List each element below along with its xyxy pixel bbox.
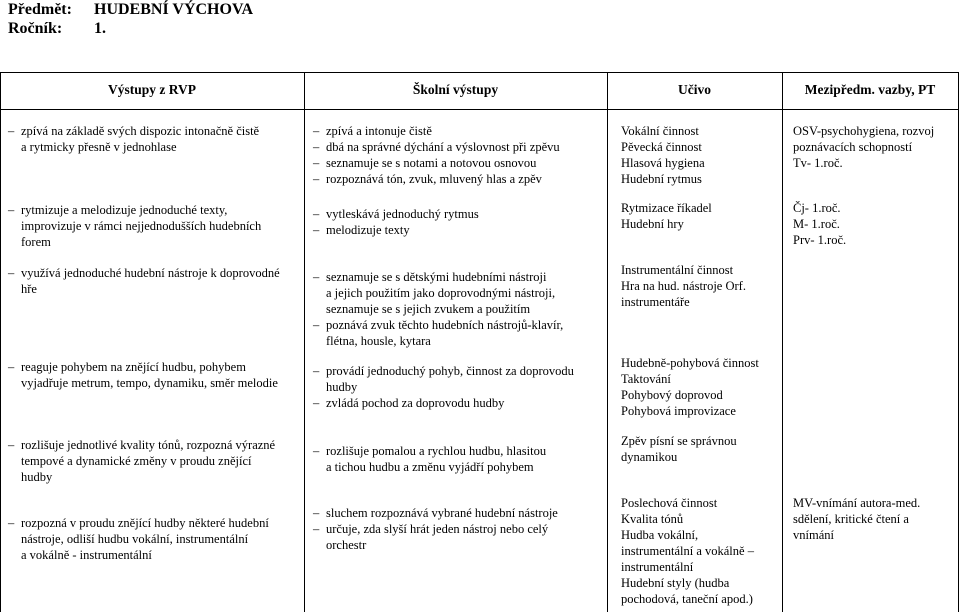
list-item: – rytmizuje a melodizuje jednoduché texty, — [8, 203, 228, 217]
list-item: – melodizuje texty — [313, 223, 410, 237]
content-line: Pohybový doprovod — [621, 388, 723, 402]
list-item: – vytleskává jednoduchý rytmus — [313, 207, 479, 221]
list-item-continuation: a jejich použitím jako doprovodnými nástroji, — [326, 286, 556, 300]
content-line: Hra na hud. nástroje Orf. — [621, 279, 746, 293]
row3-rvp — [8, 265, 302, 297]
list-item: – sluchem rozpoznává vybrané hudební nástroje — [313, 506, 558, 520]
content-line: Vokální činnost — [621, 124, 699, 138]
list-item-continuation: a tichou hudbu a změnu vyjádří pohybem — [326, 460, 534, 474]
subject-line — [8, 0, 253, 19]
curriculum-table — [0, 72, 959, 612]
list-item: – zvládá pochod za doprovodu hudby — [313, 396, 505, 410]
link-line: Čj- 1.roč. — [793, 201, 841, 215]
list-item-continuation: a rytmicky přesně v jednohlase — [21, 140, 177, 154]
table-border-right — [958, 73, 959, 612]
row1-content — [621, 123, 779, 187]
row2-content — [621, 200, 779, 232]
column-header-rvp: Výstupy z RVP — [107, 82, 197, 97]
content-line: Hlasová hygiena — [621, 156, 705, 170]
row1-links — [793, 123, 957, 171]
list-item: – reaguje pohybem na znějící hudbu, pohybem — [8, 360, 246, 374]
list-item-continuation: forem — [21, 235, 51, 249]
table-border-left — [0, 73, 1, 612]
content-line: Hudba vokální, — [621, 528, 699, 542]
list-item-continuation: orchestr — [326, 538, 367, 552]
row1-rvp — [8, 123, 302, 155]
list-item: – rozpozná v proudu znějící hudby některé hudební — [8, 516, 269, 530]
document-header — [8, 0, 253, 38]
list-item: – rozlišuje pomalou a rychlou hudbu, hlasitou — [313, 444, 547, 458]
column-header-links: Mezipředm. vazby, PT — [804, 82, 936, 97]
content-line: Kvalita tónů — [621, 512, 684, 526]
link-line: sdělení, kritické čtení a — [793, 512, 909, 526]
row5-school — [313, 443, 605, 475]
list-item-continuation: hudby — [21, 470, 53, 484]
list-item-continuation: hudby — [326, 380, 358, 394]
content-line: Poslechová činnost — [621, 496, 718, 510]
row4-school — [313, 363, 605, 411]
column-divider — [607, 73, 608, 612]
content-line: Pěvecká činnost — [621, 140, 702, 154]
row1-school — [313, 123, 605, 187]
row2-school — [313, 206, 605, 238]
list-item: – rozlišuje jednotlivé kvality tónů, rozpozná výrazné — [8, 438, 276, 452]
list-item-continuation: seznamuje se s jejich zvukem a použitím — [326, 302, 531, 316]
list-item: – rozpoznává tón, zvuk, mluvený hlas a zpěv — [313, 172, 542, 186]
link-line: OSV-psychohygiena, rozvoj — [793, 124, 935, 138]
grade-line — [8, 19, 253, 38]
column-divider — [782, 73, 783, 612]
content-line: Zpěv písní se správnou — [621, 434, 737, 448]
subject-label: Předmět: — [8, 1, 72, 18]
list-item-continuation: flétna, housle, kytara — [326, 334, 431, 348]
content-line: Rytmizace říkadel — [621, 201, 712, 215]
row6-links — [793, 495, 957, 543]
content-line: Hudební hry — [621, 217, 684, 231]
row6-rvp — [8, 515, 302, 563]
content-line: pochodová, taneční apod.) — [621, 592, 753, 606]
list-item-continuation: hře — [21, 282, 37, 296]
row4-content — [621, 355, 779, 419]
content-line: instrumentální a vokálně – — [621, 544, 754, 558]
column-header-content: Učivo — [678, 82, 711, 97]
column-divider — [304, 73, 305, 612]
subject-value: HUDEBNÍ VÝCHOVA — [94, 1, 253, 18]
row6-school — [313, 505, 605, 553]
list-item: – seznamuje se s notami a notovou osnovou — [313, 156, 537, 170]
list-item: – seznamuje se s dětskými hudebními nástroji — [313, 270, 547, 284]
list-item-continuation: tempové a dynamické změny v proudu znějící — [21, 454, 252, 468]
content-line: Pohybová improvizace — [621, 404, 736, 418]
content-line: Hudební rytmus — [621, 172, 702, 186]
list-item: – poznává zvuk těchto hudebních nástrojů-klavír, — [313, 318, 564, 332]
grade-value: 1. — [94, 20, 106, 37]
link-line: vnímání — [793, 528, 834, 542]
content-line: instrumentální — [621, 560, 694, 574]
link-line: poznávacích schopností — [793, 140, 913, 154]
content-line: dynamikou — [621, 450, 678, 464]
list-item-continuation: improvizuje v rámci nejjednodušších hudebních — [21, 219, 262, 233]
list-item-continuation: a vokálně - instrumentální — [21, 548, 152, 562]
content-line: Hudebně-pohybová činnost — [621, 356, 759, 370]
content-line: Instrumentální činnost — [621, 263, 734, 277]
content-line: instrumentáře — [621, 295, 690, 309]
column-header-school: Školní výstupy — [412, 82, 499, 97]
list-item: – zpívá a intonuje čistě — [313, 124, 432, 138]
list-item: – určuje, zda slyší hrát jeden nástroj nebo celý — [313, 522, 549, 536]
row5-rvp — [8, 437, 302, 485]
grade-label: Ročník: — [8, 20, 63, 37]
list-item: – zpívá na základě svých dispozic intonačně čistě — [8, 124, 260, 138]
list-item: – provádí jednoduchý pohyb, činnost za doprovodu — [313, 364, 574, 378]
content-line: Hudební styly (hudba — [621, 576, 730, 590]
row5-content — [621, 433, 779, 465]
row4-rvp — [8, 359, 302, 391]
content-line: Taktování — [621, 372, 671, 386]
link-line: MV-vnímání autora-med. — [793, 496, 921, 510]
list-item: – dbá na správné dýchání a výslovnost při zpěvu — [313, 140, 560, 154]
link-line: Tv- 1.roč. — [793, 156, 843, 170]
table-header-row — [0, 73, 959, 110]
row2-rvp — [8, 202, 302, 250]
row6-content — [621, 495, 779, 607]
row3-school — [313, 269, 605, 349]
link-line: Prv- 1.roč. — [793, 233, 847, 247]
row2-links — [793, 200, 957, 248]
list-item: – využívá jednoduché hudební nástroje k doprovodné — [8, 266, 280, 280]
row3-content — [621, 262, 779, 310]
list-item-continuation: nástroje, odliší hudbu vokální, instrumentální — [21, 532, 249, 546]
link-line: M- 1.roč. — [793, 217, 840, 231]
list-item-continuation: vyjadřuje metrum, tempo, dynamiku, směr melodie — [21, 376, 278, 390]
